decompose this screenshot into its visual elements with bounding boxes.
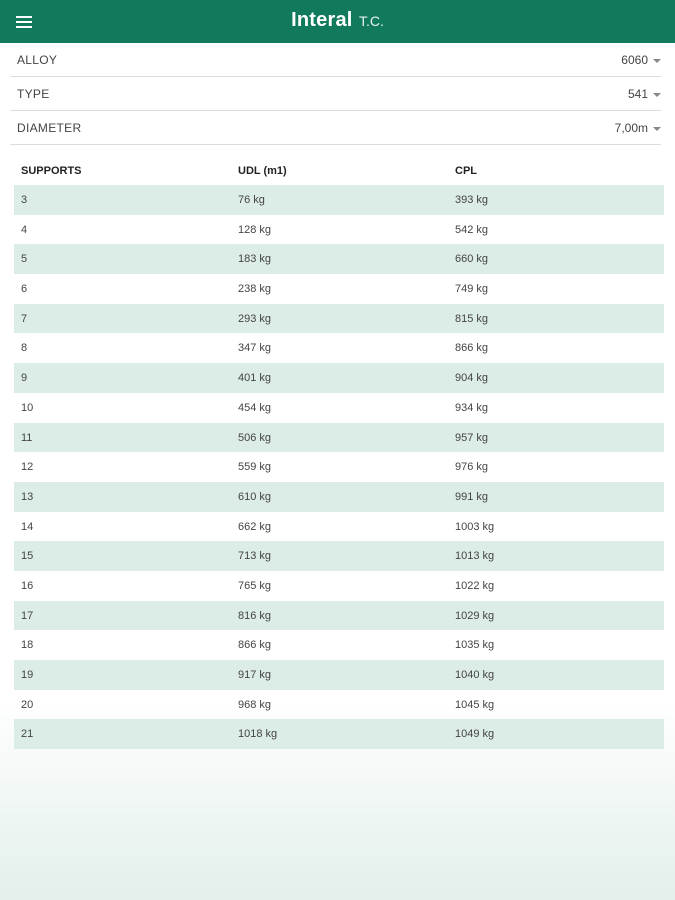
udl-cell: 559 kg	[238, 461, 272, 474]
udl-cell: 917 kg	[238, 669, 272, 681]
udl-cell: 610 kg	[238, 490, 272, 503]
table-row	[14, 215, 664, 245]
cpl-cell: 976 kg	[455, 461, 489, 474]
dropdown-arrow-icon	[653, 127, 661, 131]
supports-header: SUPPORTS	[21, 165, 82, 177]
cpl-cell: 1003 kg	[455, 520, 495, 533]
cpl-cell: 660 kg	[455, 253, 489, 266]
table-row	[14, 660, 664, 690]
table-row	[14, 512, 664, 542]
table-row	[14, 185, 664, 215]
table-row	[14, 482, 664, 512]
cpl-cell: 1045 kg	[455, 698, 495, 711]
supports-cell: 17	[21, 609, 34, 622]
udl-cell: 128 kg	[238, 223, 272, 236]
cpl-header: CPL	[455, 165, 477, 177]
udl-cell: 662 kg	[238, 520, 272, 533]
diameter-value: 7,00m	[614, 121, 648, 135]
supports-cell: 19	[21, 669, 34, 681]
type-value: 541	[627, 87, 648, 101]
supports-cell: 5	[21, 253, 28, 266]
cpl-cell: 749 kg	[455, 283, 489, 296]
type-dropdown[interactable]	[628, 87, 661, 101]
cpl-cell: 393 kg	[455, 194, 489, 206]
cpl-cell: 934 kg	[455, 401, 489, 414]
supports-cell: 3	[21, 194, 28, 206]
udl-cell: 76 kg	[238, 194, 265, 206]
table-row	[14, 571, 664, 601]
supports-cell: 11	[21, 431, 33, 444]
udl-cell: 765 kg	[238, 579, 272, 592]
supports-cell: 13	[21, 490, 34, 503]
cpl-cell: 866 kg	[455, 342, 489, 355]
udl-cell: 968 kg	[238, 698, 272, 711]
supports-cell: 12	[21, 461, 34, 474]
cpl-cell: 1022 kg	[455, 579, 495, 592]
table-row	[14, 244, 664, 274]
load-table	[14, 155, 664, 749]
alloy-dropdown[interactable]	[621, 53, 661, 67]
diameter-dropdown[interactable]	[615, 121, 661, 135]
udl-cell: 238 kg	[238, 283, 272, 296]
table-row	[14, 393, 664, 423]
supports-cell: 20	[21, 698, 34, 711]
table-row	[14, 719, 664, 749]
cpl-cell: 1035 kg	[455, 639, 495, 652]
cpl-cell: 1049 kg	[455, 728, 495, 741]
udl-cell: 183 kg	[238, 253, 272, 266]
app-bar	[0, 0, 675, 43]
table-row	[14, 630, 664, 660]
udl-cell: 401 kg	[238, 372, 272, 385]
diameter-label: DIAMETER	[17, 121, 82, 135]
table-row	[14, 304, 664, 334]
udl-cell: 1018 kg	[238, 728, 278, 741]
supports-cell: 7	[21, 312, 28, 325]
supports-cell: 6	[21, 283, 28, 296]
table-row	[14, 423, 664, 453]
supports-cell: 18	[21, 639, 34, 652]
brand-suffix: T.C.	[358, 13, 384, 29]
cpl-cell: 1040 kg	[455, 669, 495, 681]
table-row	[14, 690, 664, 720]
brand-name: Interal	[291, 9, 353, 31]
supports-cell: 15	[21, 550, 34, 563]
table-row	[14, 541, 664, 571]
cpl-cell: 1029 kg	[455, 609, 495, 622]
supports-cell: 10	[21, 401, 34, 414]
alloy-selector[interactable]	[10, 43, 661, 77]
cpl-cell: 815 kg	[455, 312, 489, 325]
table-row	[14, 363, 664, 393]
supports-cell: 16	[21, 579, 34, 592]
udl-cell: 454 kg	[238, 401, 272, 414]
cpl-cell: 957 kg	[455, 431, 489, 444]
alloy-label: ALLOY	[17, 53, 58, 67]
selector-list	[0, 43, 675, 145]
table-row	[14, 333, 664, 363]
supports-cell: 14	[21, 520, 34, 533]
table-row	[14, 601, 664, 631]
dropdown-arrow-icon	[653, 93, 661, 97]
diameter-selector[interactable]	[10, 111, 661, 145]
table-row	[14, 274, 664, 304]
dropdown-arrow-icon	[653, 59, 661, 63]
cpl-cell: 542 kg	[455, 223, 489, 236]
udl-cell: 293 kg	[238, 312, 272, 325]
udl-cell: 816 kg	[238, 609, 272, 622]
type-label: TYPE	[17, 87, 50, 101]
udl-cell: 506 kg	[238, 431, 272, 444]
app-logo	[0, 9, 675, 32]
udl-cell: 713 kg	[238, 550, 272, 563]
supports-cell: 21	[21, 728, 34, 741]
cpl-cell: 904 kg	[455, 372, 489, 385]
cpl-cell: 991 kg	[455, 490, 489, 503]
supports-cell: 9	[21, 372, 28, 385]
udl-cell: 866 kg	[238, 639, 272, 652]
supports-cell: 8	[21, 342, 28, 355]
supports-cell: 4	[21, 223, 28, 236]
cpl-cell: 1013 kg	[455, 550, 495, 563]
table-header	[14, 155, 664, 185]
type-selector[interactable]	[10, 77, 661, 111]
table-row	[14, 452, 664, 482]
table-body	[14, 185, 664, 749]
alloy-value: 6060	[621, 53, 648, 67]
udl-header: UDL (m1)	[238, 165, 287, 177]
udl-cell: 347 kg	[238, 342, 272, 355]
